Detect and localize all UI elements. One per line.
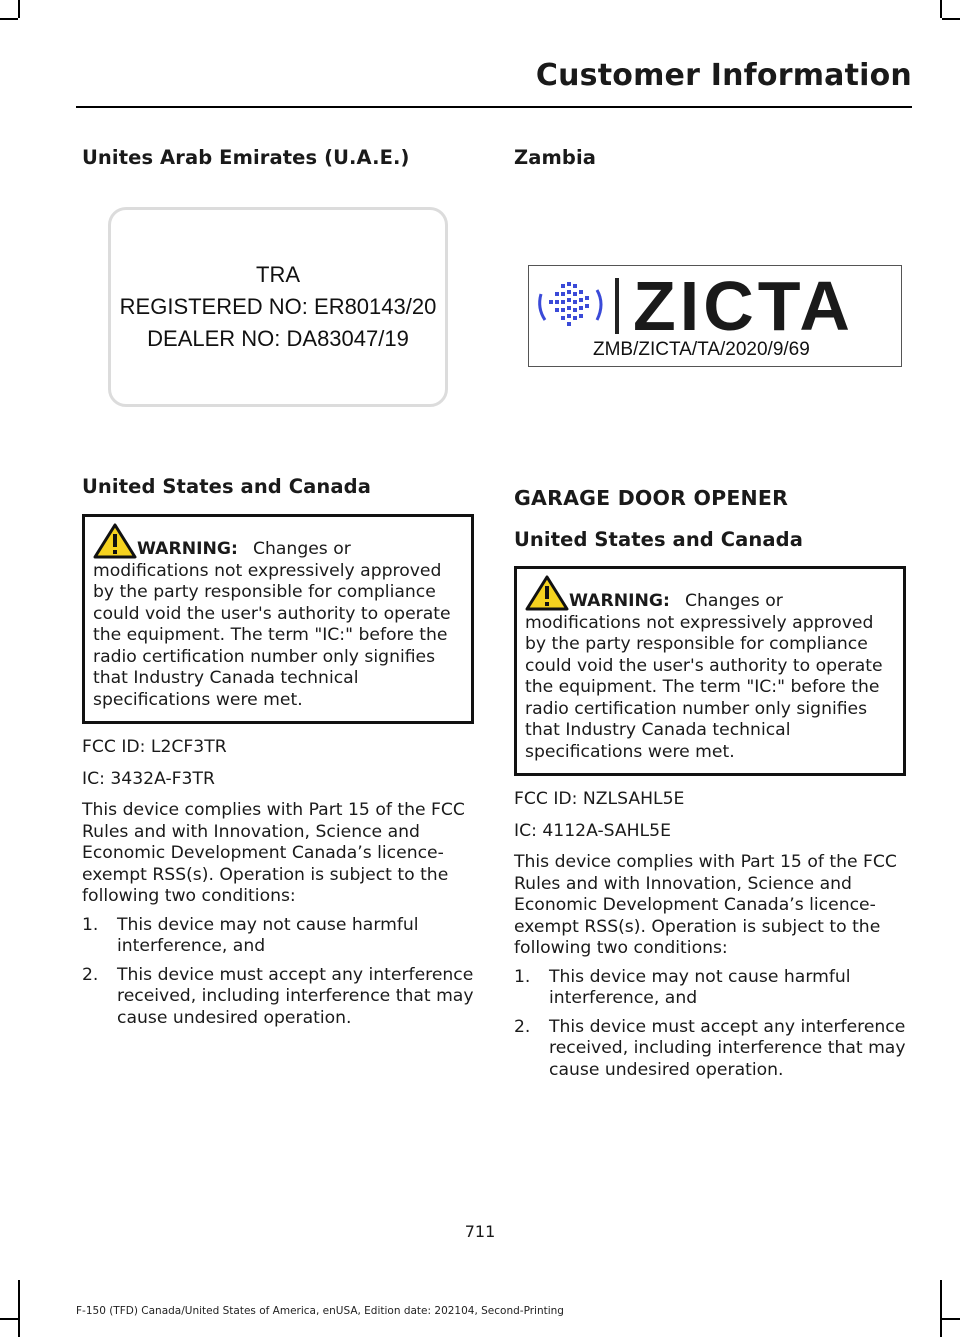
list-number: 1. <box>514 966 531 987</box>
ic-number: IC: 3432A-F3TR <box>82 768 215 789</box>
uae-certificate <box>108 207 448 407</box>
footer-edition: F-150 (TFD) Canada/United States of America, enUSA, Edition date: 202104, Second-Printing <box>76 1305 564 1317</box>
page-title: Customer Information <box>535 58 912 93</box>
zambia-heading: Zambia <box>514 146 597 169</box>
list-number: 1. <box>82 914 99 935</box>
list-text: This device may not cause harmful interference, and <box>549 966 851 1008</box>
crop-mark <box>942 18 960 20</box>
zicta-logo-text: ZICTA <box>633 267 854 345</box>
warning-label: WARNING: <box>137 539 238 559</box>
ic-number: IC: 4112A-SAHL5E <box>514 820 671 841</box>
uae-heading: Unites Arab Emirates (U.A.E.) <box>82 146 410 169</box>
list-text: This device must accept any interference received, including interference that may cause undesired operation. <box>117 964 474 1028</box>
garage-heading: United States and Canada <box>514 528 803 551</box>
zicta-emblem-icon <box>535 274 607 336</box>
list-number: 2. <box>82 964 99 985</box>
uae-cert-line-3: DEALER NO: DA83047/19 <box>147 326 409 351</box>
crop-mark <box>940 0 942 18</box>
compliance-text: This device complies with Part 15 of the FCC Rules and with Innovation, Science and Economic Development Canada’s licence-exempt RSS(s). Operation is subject to the following two conditions: <box>82 800 465 906</box>
fcc-id: FCC ID: L2CF3TR <box>82 737 227 757</box>
warning-icon <box>525 575 569 611</box>
crop-mark <box>0 1318 18 1320</box>
list-item <box>82 915 474 958</box>
crop-mark <box>18 0 20 18</box>
page-number: 711 <box>464 1222 496 1241</box>
list-number: 2. <box>514 1016 531 1037</box>
fcc-id: FCC ID: NZLSAHL5E <box>514 789 685 809</box>
uae-cert-line-1: TRA <box>256 262 300 287</box>
right-body <box>514 566 906 1081</box>
left-body <box>82 514 474 1029</box>
crop-mark <box>940 1280 942 1337</box>
crop-mark <box>942 1318 960 1320</box>
list-text: This device must accept any interference received, including interference that may cause undesired operation. <box>549 1016 906 1080</box>
conditions-list <box>82 915 474 1030</box>
conditions-list <box>514 967 906 1082</box>
warning-label: WARNING: <box>569 591 670 611</box>
warning-text: Changes or modifications not expressively approved by the party responsible for compliance could void the user's authority to operate the equipment. The term "IC:" before the radio certification number only signifies that Industry Canada technical specifications were met. <box>93 539 451 710</box>
zicta-number: ZMB/ZICTA/TA/2020/9/69 <box>593 339 810 360</box>
list-item <box>514 1017 906 1082</box>
zicta-certificate <box>528 265 902 367</box>
warning-text: Changes or modifications not expressively approved by the party responsible for compliance could void the user's authority to operate the equipment. The term "IC:" before the radio certification number only signifies that Industry Canada technical specifications were met. <box>525 591 883 762</box>
warning-box <box>514 566 906 776</box>
warning-box <box>82 514 474 724</box>
zicta-divider <box>615 278 619 334</box>
list-item <box>82 965 474 1030</box>
list-item <box>514 967 906 1010</box>
warning-icon <box>93 523 137 559</box>
crop-mark <box>0 18 18 20</box>
list-text: This device may not cause harmful interference, and <box>117 914 419 956</box>
header-rule <box>76 106 912 108</box>
crop-mark <box>18 1280 20 1337</box>
uae-cert-line-2: REGISTERED NO: ER80143/20 <box>119 294 437 319</box>
usca-heading: United States and Canada <box>82 475 371 498</box>
section-title: GARAGE DOOR OPENER <box>514 486 789 510</box>
compliance-text: This device complies with Part 15 of the FCC Rules and with Innovation, Science and Economic Development Canada’s licence-exempt RSS(s). Operation is subject to the following two conditions: <box>514 852 897 958</box>
